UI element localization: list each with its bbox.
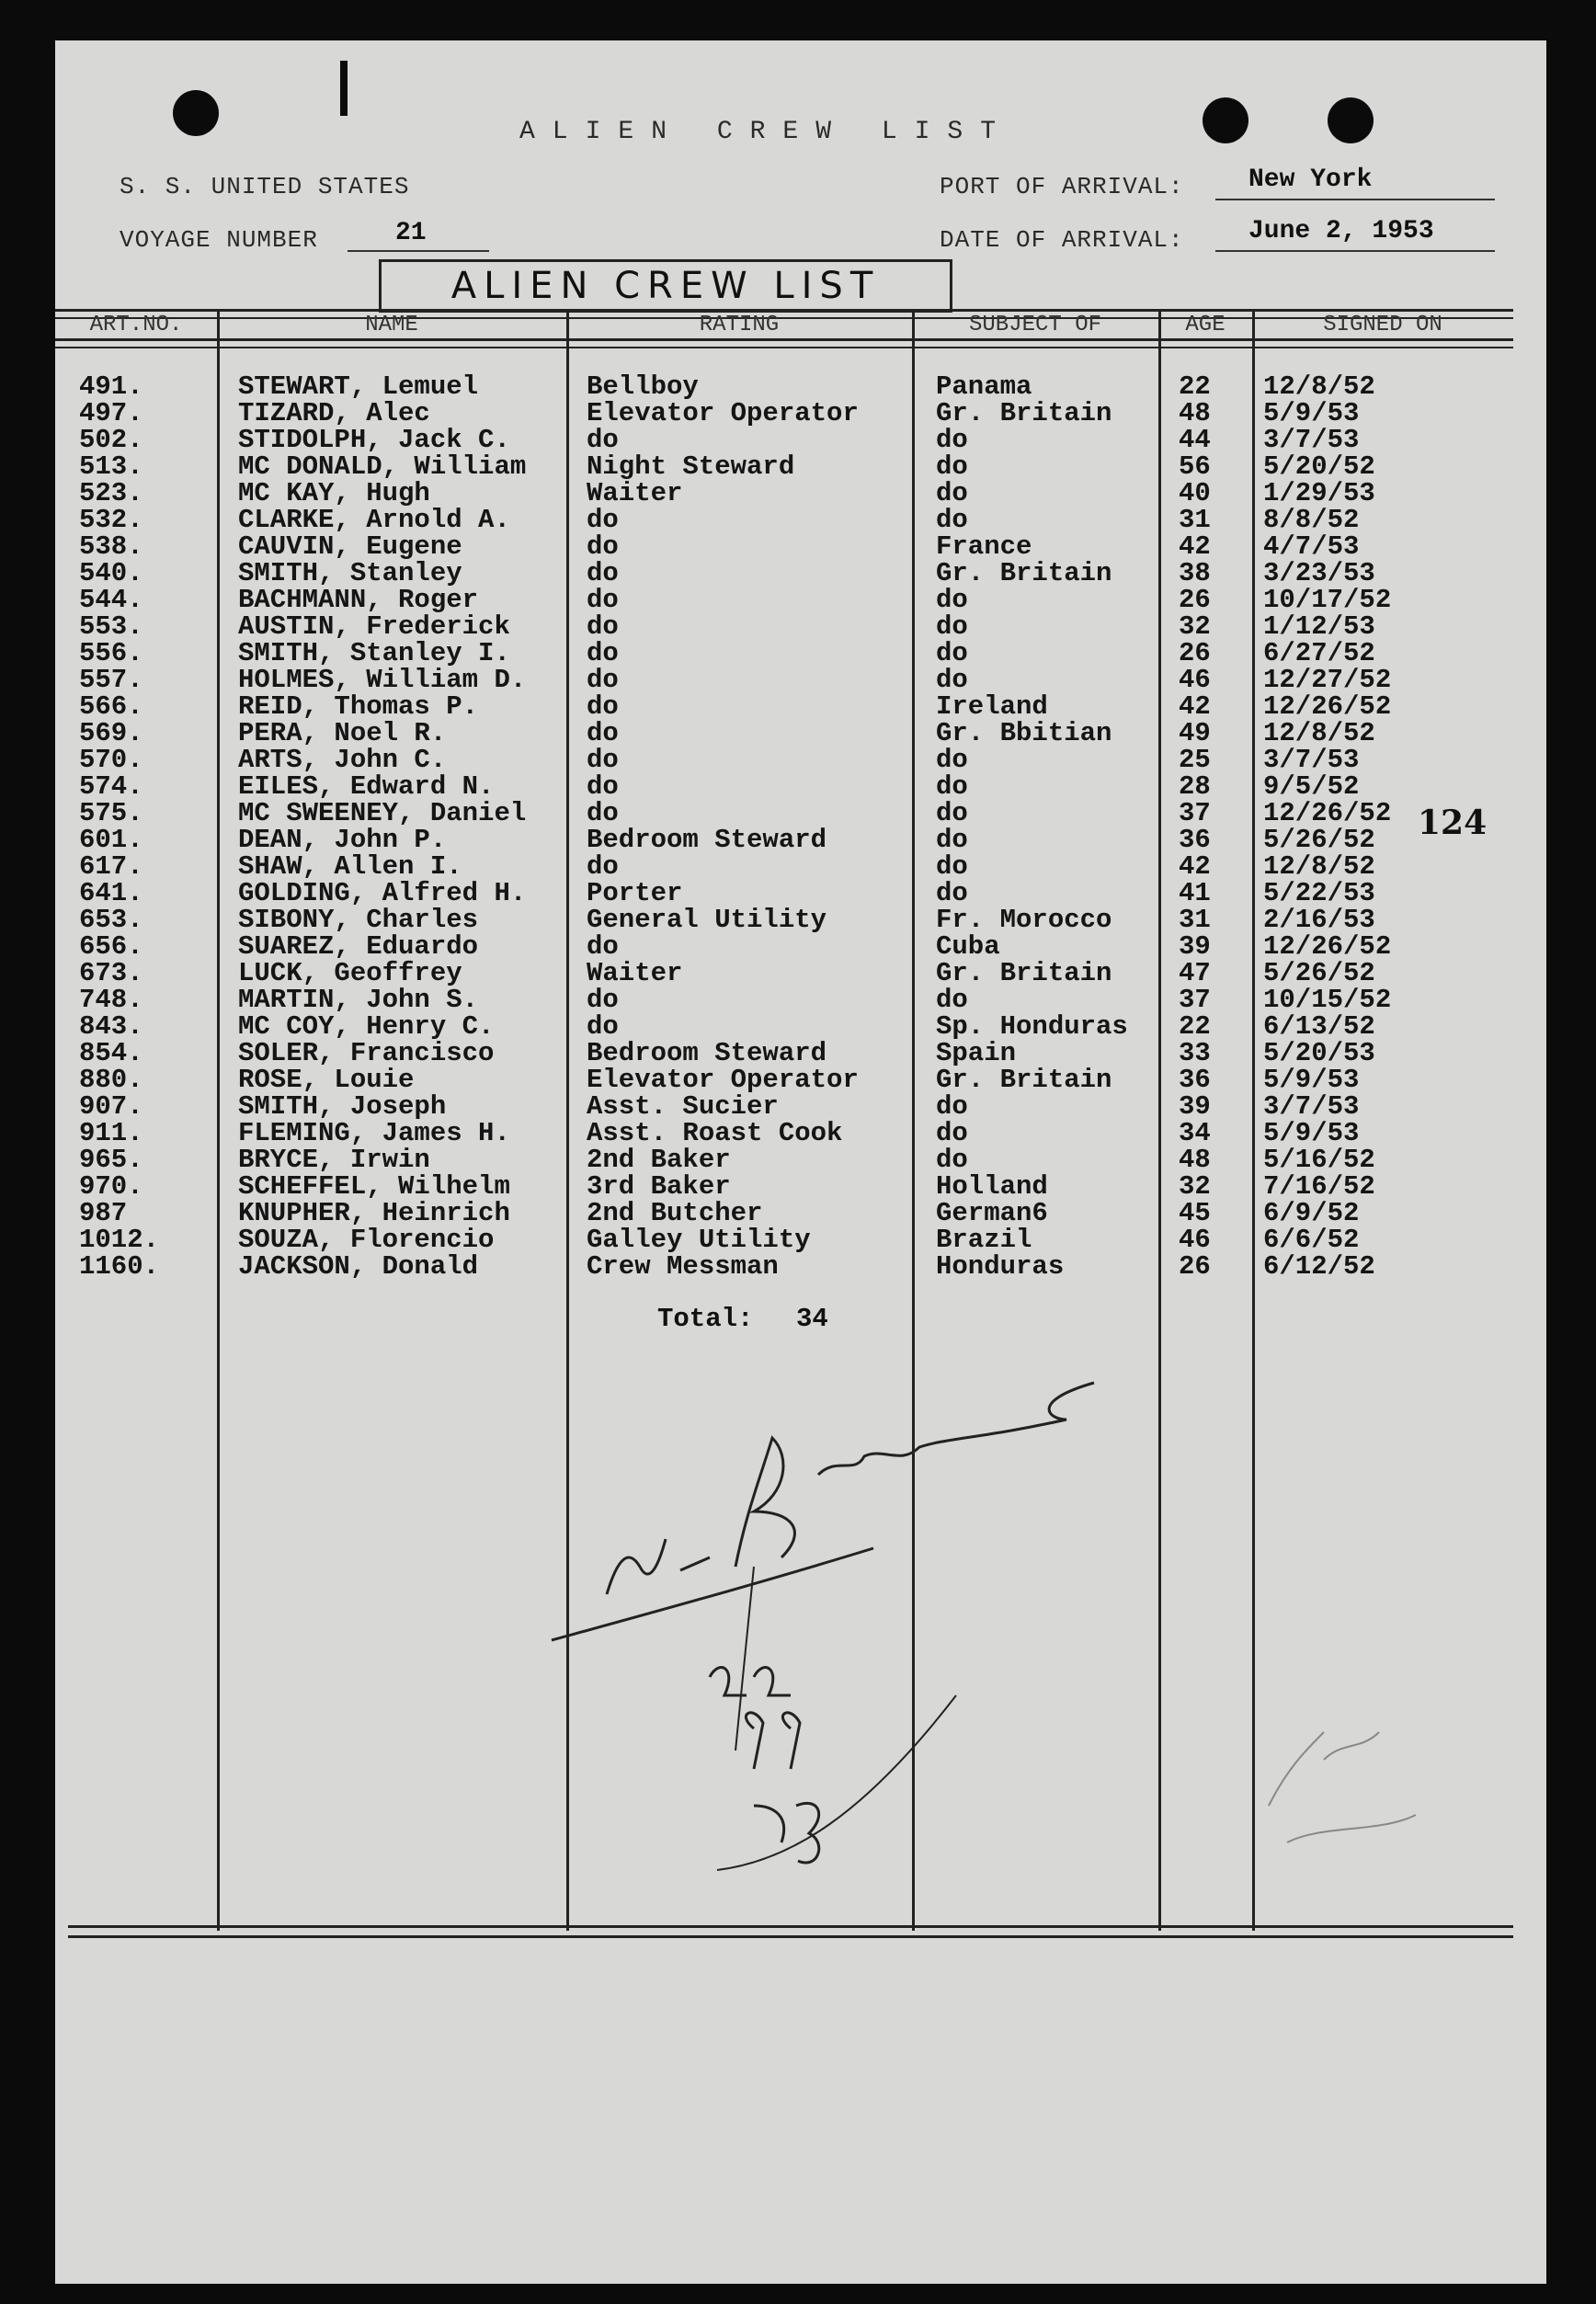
rating-cell: Elevator Operator xyxy=(587,398,859,428)
age-cell: 49 xyxy=(1179,718,1211,748)
age-cell: 46 xyxy=(1179,665,1211,695)
art-no-cell: 513. xyxy=(79,451,143,482)
port-value: New York xyxy=(1248,165,1373,194)
age-cell: 36 xyxy=(1179,825,1211,855)
art-no-cell: 854. xyxy=(79,1038,143,1068)
art-no-cell: 911. xyxy=(79,1118,143,1148)
age-cell: 42 xyxy=(1179,691,1211,722)
name-cell: ARTS, John C. xyxy=(238,745,447,775)
rating-cell: Asst. Sucier xyxy=(587,1091,779,1122)
rating-cell: do xyxy=(587,798,619,828)
rating-cell: do xyxy=(587,558,619,588)
subject-of-cell: Sp. Honduras xyxy=(936,1011,1128,1042)
art-no-cell: 523. xyxy=(79,478,143,508)
page-stamp-number: 124 xyxy=(1418,804,1488,842)
subject-of-cell: do xyxy=(936,425,968,455)
rating-cell: do xyxy=(587,611,619,642)
signed-on-cell: 5/9/53 xyxy=(1263,398,1360,428)
art-no-cell: 502. xyxy=(79,425,143,455)
art-no-cell: 1160. xyxy=(79,1251,160,1282)
signed-on-cell: 10/17/52 xyxy=(1263,585,1392,615)
crew-list-page xyxy=(55,40,1546,2284)
handwritten-annotations xyxy=(55,40,1546,2284)
art-no-cell: 557. xyxy=(79,665,143,695)
document-title: ALIEN CREW LIST xyxy=(519,118,1014,146)
art-no-cell: 575. xyxy=(79,798,143,828)
art-no-cell: 748. xyxy=(79,985,143,1015)
subject-of-cell: Gr. Britain xyxy=(936,958,1112,988)
subject-of-cell: do xyxy=(936,1091,968,1122)
rating-cell: do xyxy=(587,531,619,562)
age-cell: 32 xyxy=(1179,1171,1211,1202)
age-cell: 41 xyxy=(1179,878,1211,908)
rating-cell: do xyxy=(587,851,619,882)
rating-cell: do xyxy=(587,771,619,802)
age-cell: 42 xyxy=(1179,851,1211,882)
rating-cell: do xyxy=(587,985,619,1015)
rating-cell: do xyxy=(587,585,619,615)
name-cell: SOUZA, Florencio xyxy=(238,1225,495,1255)
signed-on-cell: 12/8/52 xyxy=(1263,371,1375,402)
subject-of-cell: do xyxy=(936,1145,968,1175)
signed-on-cell: 2/16/53 xyxy=(1263,905,1375,935)
art-no-cell: 987 xyxy=(79,1198,128,1228)
name-cell: MARTIN, John S. xyxy=(238,985,479,1015)
rating-cell: Porter xyxy=(587,878,683,908)
rating-cell: Waiter xyxy=(587,958,683,988)
subject-of-cell: do xyxy=(936,985,968,1015)
name-cell: FLEMING, James H. xyxy=(238,1118,510,1148)
signed-on-cell: 5/20/52 xyxy=(1263,451,1375,482)
name-cell: SHAW, Allen I. xyxy=(238,851,462,882)
rating-cell: General Utility xyxy=(587,905,827,935)
rating-cell: Galley Utility xyxy=(587,1225,811,1255)
subject-of-cell: German6 xyxy=(936,1198,1048,1228)
signed-on-cell: 7/16/52 xyxy=(1263,1171,1375,1202)
name-cell: TIZARD, Alec xyxy=(238,398,430,428)
age-cell: 36 xyxy=(1179,1065,1211,1095)
art-no-cell: 653. xyxy=(79,905,143,935)
subject-of-cell: do xyxy=(936,771,968,802)
signed-on-cell: 12/26/52 xyxy=(1263,798,1392,828)
age-cell: 22 xyxy=(1179,1011,1211,1042)
age-cell: 47 xyxy=(1179,958,1211,988)
subject-of-cell: Gr. Bbitian xyxy=(936,718,1112,748)
subject-of-cell: do xyxy=(936,451,968,482)
age-cell: 31 xyxy=(1179,505,1211,535)
age-cell: 48 xyxy=(1179,1145,1211,1175)
name-cell: GOLDING, Alfred H. xyxy=(238,878,527,908)
total-value: 34 xyxy=(796,1304,828,1334)
name-cell: DEAN, John P. xyxy=(238,825,447,855)
age-cell: 26 xyxy=(1179,1251,1211,1282)
signed-on-cell: 5/26/52 xyxy=(1263,825,1375,855)
signed-on-cell: 5/9/53 xyxy=(1263,1118,1360,1148)
rating-cell: do xyxy=(587,505,619,535)
name-cell: HOLMES, William D. xyxy=(238,665,527,695)
subject-of-cell: France xyxy=(936,531,1032,562)
age-cell: 28 xyxy=(1179,771,1211,802)
rating-cell: do xyxy=(587,745,619,775)
signed-on-cell: 12/8/52 xyxy=(1263,851,1375,882)
art-no-cell: 656. xyxy=(79,931,143,962)
age-cell: 26 xyxy=(1179,585,1211,615)
signed-on-cell: 8/8/52 xyxy=(1263,505,1360,535)
signed-on-cell: 1/12/53 xyxy=(1263,611,1375,642)
name-cell: PERA, Noel R. xyxy=(238,718,447,748)
age-cell: 37 xyxy=(1179,985,1211,1015)
signed-on-cell: 5/16/52 xyxy=(1263,1145,1375,1175)
signed-on-cell: 5/20/53 xyxy=(1263,1038,1375,1068)
subject-of-cell: do xyxy=(936,851,968,882)
signed-on-cell: 12/26/52 xyxy=(1263,931,1392,962)
name-cell: MC DONALD, William xyxy=(238,451,527,482)
alien-crew-list-stamp: ALIEN CREW LIST xyxy=(379,259,952,313)
subject-of-cell: do xyxy=(936,878,968,908)
total-label: Total: xyxy=(657,1304,754,1334)
rating-cell: do xyxy=(587,931,619,962)
art-no-cell: 880. xyxy=(79,1065,143,1095)
art-no-cell: 491. xyxy=(79,371,143,402)
header-subject-of: SUBJECT OF xyxy=(968,313,1102,337)
subject-of-cell: Holland xyxy=(936,1171,1048,1202)
art-no-cell: 907. xyxy=(79,1091,143,1122)
rating-cell: Asst. Roast Cook xyxy=(587,1118,843,1148)
rating-cell: Elevator Operator xyxy=(587,1065,859,1095)
name-cell: EILES, Edward N. xyxy=(238,771,495,802)
art-no-cell: 574. xyxy=(79,771,143,802)
name-cell: STEWART, Lemuel xyxy=(238,371,479,402)
header-signed-on: SIGNED ON xyxy=(1323,313,1442,337)
port-label: PORT OF ARRIVAL: xyxy=(940,173,1184,200)
art-no-cell: 673. xyxy=(79,958,143,988)
subject-of-cell: Panama xyxy=(936,371,1032,402)
name-cell: SIBONY, Charles xyxy=(238,905,479,935)
signed-on-cell: 10/15/52 xyxy=(1263,985,1392,1015)
rating-cell: 2nd Butcher xyxy=(587,1198,763,1228)
subject-of-cell: do xyxy=(936,1118,968,1148)
ship-label: S. S. UNITED STATES xyxy=(120,173,410,200)
subject-of-cell: do xyxy=(936,825,968,855)
date-value: June 2, 1953 xyxy=(1248,217,1434,245)
signed-on-cell: 3/23/53 xyxy=(1263,558,1375,588)
signed-on-cell: 6/27/52 xyxy=(1263,638,1375,668)
name-cell: CAUVIN, Eugene xyxy=(238,531,462,562)
subject-of-cell: do xyxy=(936,478,968,508)
name-cell: AUSTIN, Frederick xyxy=(238,611,510,642)
art-no-cell: 1012. xyxy=(79,1225,160,1255)
age-cell: 33 xyxy=(1179,1038,1211,1068)
age-cell: 38 xyxy=(1179,558,1211,588)
signed-on-cell: 3/7/53 xyxy=(1263,1091,1360,1122)
art-no-cell: 553. xyxy=(79,611,143,642)
age-cell: 44 xyxy=(1179,425,1211,455)
subject-of-cell: do xyxy=(936,665,968,695)
age-cell: 26 xyxy=(1179,638,1211,668)
name-cell: BRYCE, Irwin xyxy=(238,1145,430,1175)
rating-cell: Night Steward xyxy=(587,451,795,482)
rating-cell: 3rd Baker xyxy=(587,1171,731,1202)
header-art-no: ART.NO. xyxy=(89,313,183,337)
name-cell: SUAREZ, Eduardo xyxy=(238,931,479,962)
age-cell: 31 xyxy=(1179,905,1211,935)
subject-of-cell: do xyxy=(936,611,968,642)
age-cell: 45 xyxy=(1179,1198,1211,1228)
signed-on-cell: 12/27/52 xyxy=(1263,665,1392,695)
art-no-cell: 556. xyxy=(79,638,143,668)
signed-on-cell: 6/12/52 xyxy=(1263,1251,1375,1282)
art-no-cell: 601. xyxy=(79,825,143,855)
art-no-cell: 965. xyxy=(79,1145,143,1175)
rating-cell: Bellboy xyxy=(587,371,699,402)
rating-cell: do xyxy=(587,665,619,695)
rating-cell: do xyxy=(587,638,619,668)
name-cell: SCHEFFEL, Wilhelm xyxy=(238,1171,510,1202)
art-no-cell: 544. xyxy=(79,585,143,615)
art-no-cell: 566. xyxy=(79,691,143,722)
subject-of-cell: do xyxy=(936,638,968,668)
subject-of-cell: Brazil xyxy=(936,1225,1032,1255)
subject-of-cell: do xyxy=(936,745,968,775)
signed-on-cell: 6/6/52 xyxy=(1263,1225,1360,1255)
art-no-cell: 570. xyxy=(79,745,143,775)
subject-of-cell: Cuba xyxy=(936,931,1000,962)
age-cell: 32 xyxy=(1179,611,1211,642)
subject-of-cell: Spain xyxy=(936,1038,1017,1068)
header-name: NAME xyxy=(365,313,418,337)
name-cell: MC COY, Henry C. xyxy=(238,1011,495,1042)
name-cell: STIDOLPH, Jack C. xyxy=(238,425,510,455)
signed-on-cell: 5/22/53 xyxy=(1263,878,1375,908)
age-cell: 40 xyxy=(1179,478,1211,508)
age-cell: 22 xyxy=(1179,371,1211,402)
rating-cell: Waiter xyxy=(587,478,683,508)
subject-of-cell: do xyxy=(936,505,968,535)
name-cell: REID, Thomas P. xyxy=(238,691,479,722)
voyage-number: 21 xyxy=(395,219,427,247)
subject-of-cell: Honduras xyxy=(936,1251,1065,1282)
name-cell: SMITH, Stanley I. xyxy=(238,638,510,668)
signed-on-cell: 3/7/53 xyxy=(1263,425,1360,455)
signed-on-cell: 5/26/52 xyxy=(1263,958,1375,988)
art-no-cell: 641. xyxy=(79,878,143,908)
art-no-cell: 843. xyxy=(79,1011,143,1042)
art-no-cell: 617. xyxy=(79,851,143,882)
art-no-cell: 569. xyxy=(79,718,143,748)
signed-on-cell: 3/7/53 xyxy=(1263,745,1360,775)
rating-cell: 2nd Baker xyxy=(587,1145,731,1175)
art-no-cell: 532. xyxy=(79,505,143,535)
art-no-cell: 497. xyxy=(79,398,143,428)
age-cell: 34 xyxy=(1179,1118,1211,1148)
rating-cell: do xyxy=(587,691,619,722)
signed-on-cell: 1/29/53 xyxy=(1263,478,1375,508)
signed-on-cell: 4/7/53 xyxy=(1263,531,1360,562)
age-cell: 37 xyxy=(1179,798,1211,828)
rating-cell: do xyxy=(587,718,619,748)
subject-of-cell: Gr. Britain xyxy=(936,398,1112,428)
rating-cell: do xyxy=(587,425,619,455)
signed-on-cell: 12/26/52 xyxy=(1263,691,1392,722)
rating-cell: do xyxy=(587,1011,619,1042)
name-cell: CLARKE, Arnold A. xyxy=(238,505,510,535)
signed-on-cell: 5/9/53 xyxy=(1263,1065,1360,1095)
age-cell: 25 xyxy=(1179,745,1211,775)
signed-on-cell: 6/13/52 xyxy=(1263,1011,1375,1042)
age-cell: 48 xyxy=(1179,398,1211,428)
name-cell: ROSE, Louie xyxy=(238,1065,415,1095)
name-cell: MC SWEENEY, Daniel xyxy=(238,798,527,828)
age-cell: 56 xyxy=(1179,451,1211,482)
subject-of-cell: Fr. Morocco xyxy=(936,905,1112,935)
name-cell: SMITH, Stanley xyxy=(238,558,462,588)
header-age: AGE xyxy=(1185,313,1226,337)
name-cell: MC KAY, Hugh xyxy=(238,478,430,508)
subject-of-cell: do xyxy=(936,798,968,828)
subject-of-cell: Ireland xyxy=(936,691,1048,722)
rating-cell: Bedroom Steward xyxy=(587,825,827,855)
header-rating: RATING xyxy=(699,313,780,337)
name-cell: SOLER, Francisco xyxy=(238,1038,495,1068)
age-cell: 39 xyxy=(1179,931,1211,962)
rating-cell: Crew Messman xyxy=(587,1251,779,1282)
signed-on-cell: 6/9/52 xyxy=(1263,1198,1360,1228)
age-cell: 46 xyxy=(1179,1225,1211,1255)
date-label: DATE OF ARRIVAL: xyxy=(940,226,1184,254)
name-cell: LUCK, Geoffrey xyxy=(238,958,462,988)
signed-on-cell: 9/5/52 xyxy=(1263,771,1360,802)
art-no-cell: 970. xyxy=(79,1171,143,1202)
rating-cell: Bedroom Steward xyxy=(587,1038,827,1068)
art-no-cell: 540. xyxy=(79,558,143,588)
name-cell: BACHMANN, Roger xyxy=(238,585,479,615)
subject-of-cell: Gr. Britain xyxy=(936,1065,1112,1095)
art-no-cell: 538. xyxy=(79,531,143,562)
name-cell: SMITH, Joseph xyxy=(238,1091,447,1122)
age-cell: 42 xyxy=(1179,531,1211,562)
name-cell: KNUPHER, Heinrich xyxy=(238,1198,510,1228)
voyage-label: VOYAGE NUMBER xyxy=(120,226,318,254)
subject-of-cell: do xyxy=(936,585,968,615)
age-cell: 39 xyxy=(1179,1091,1211,1122)
signed-on-cell: 12/8/52 xyxy=(1263,718,1375,748)
subject-of-cell: Gr. Britain xyxy=(936,558,1112,588)
name-cell: JACKSON, Donald xyxy=(238,1251,479,1282)
